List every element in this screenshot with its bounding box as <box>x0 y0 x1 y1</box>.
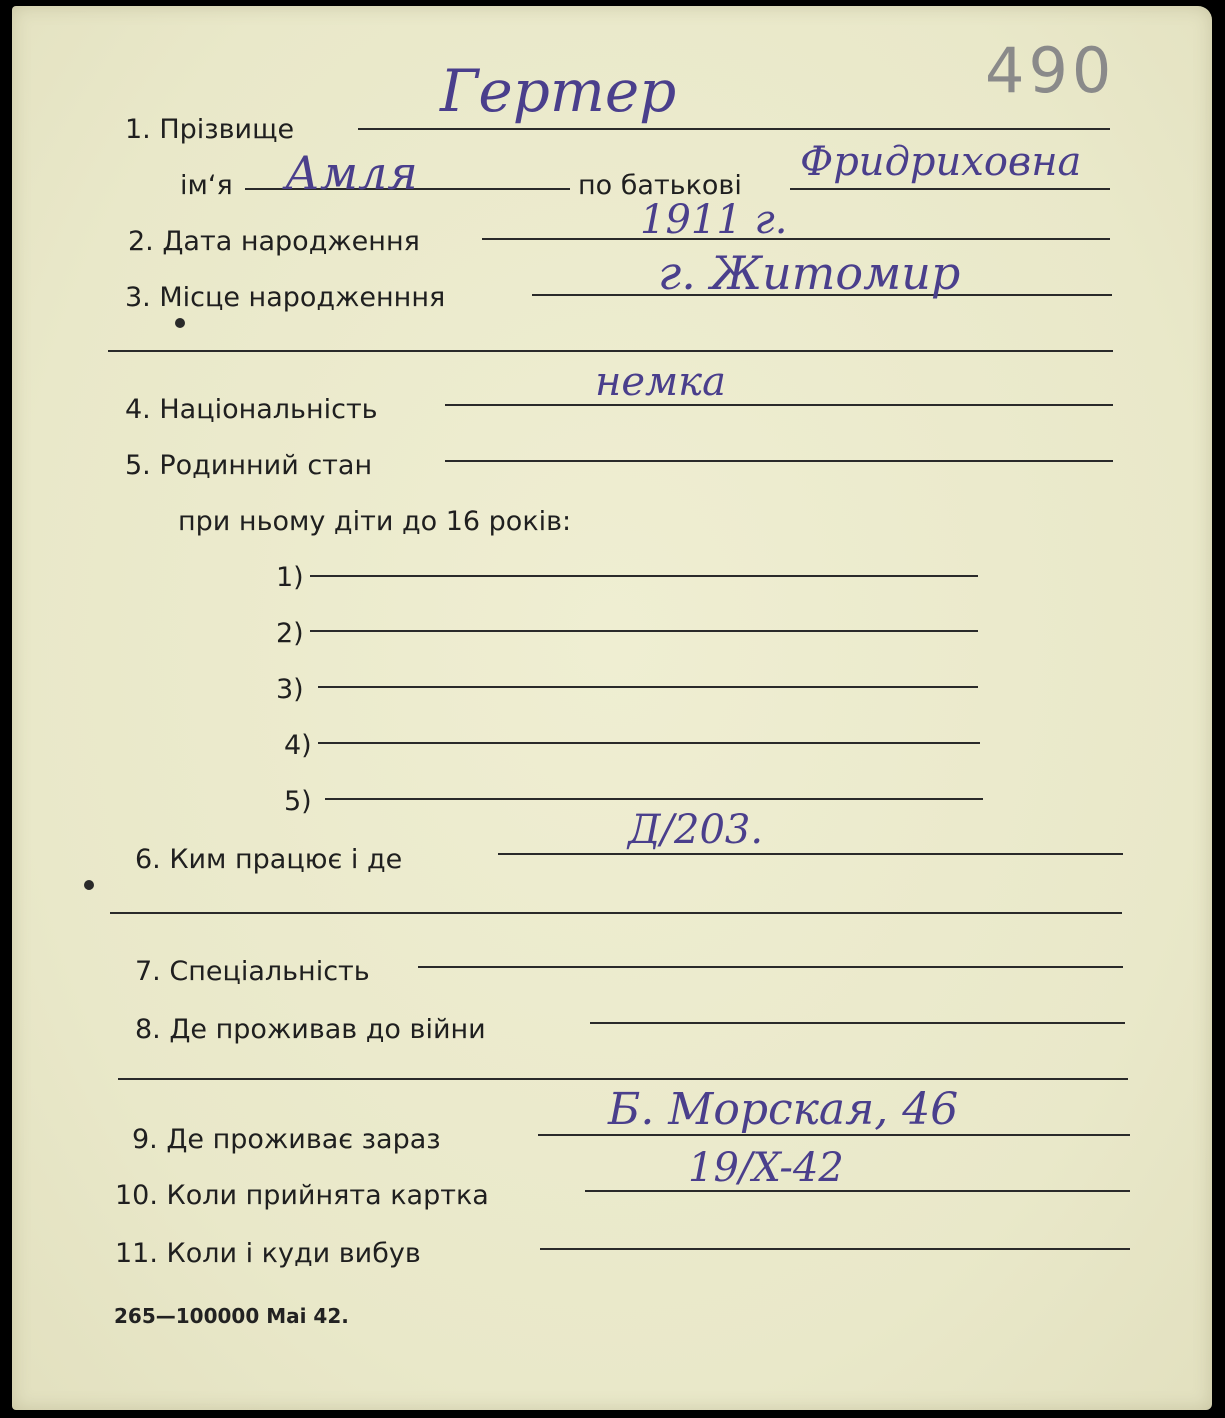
work-line <box>498 853 1123 855</box>
archive-number: 490 <box>985 34 1116 107</box>
child-4-line <box>318 742 980 744</box>
patronymic-value: Фридриховна <box>800 139 1082 185</box>
card-line <box>585 1190 1130 1192</box>
child-2-label: 2) <box>276 618 304 649</box>
surname-value: Гертер <box>440 57 677 125</box>
work-label: 6. Ким працює і де <box>135 844 403 875</box>
work-value: Д/203. <box>628 807 764 853</box>
name-label: ім‘я <box>180 170 233 201</box>
current-value: Б. Морская, 46 <box>608 1084 959 1135</box>
punch-hole <box>84 880 94 890</box>
nationality-label: 4. Національність <box>125 394 378 425</box>
birth-date-value: 1911 г. <box>640 197 788 243</box>
birth-place-value: г. Житомир <box>658 246 961 300</box>
surname-line <box>358 128 1110 130</box>
left-label: 11. Коли і куди вибув <box>115 1238 421 1269</box>
birth-date-line <box>482 238 1110 240</box>
prewar-extra-line <box>118 1078 1128 1080</box>
patronymic-label: по батькові <box>578 170 742 201</box>
child-2-line <box>310 630 978 632</box>
child-3-label: 3) <box>276 674 304 705</box>
left-line <box>540 1248 1130 1250</box>
nationality-value: немка <box>595 359 726 405</box>
specialty-line <box>418 966 1123 968</box>
surname-label: 1. Прізвище <box>125 114 295 145</box>
marital-label: 5. Родинний стан <box>125 450 373 481</box>
marital-line <box>445 460 1113 462</box>
birth-place-label: 3. Місце народженння <box>125 282 446 313</box>
prewar-line <box>590 1022 1125 1024</box>
child-5-label: 5) <box>284 786 312 817</box>
children-label: при ньому діти до 16 років: <box>178 506 572 537</box>
current-label: 9. Де проживає зараз <box>132 1124 441 1155</box>
patronymic-line <box>790 188 1110 190</box>
card-label: 10. Коли прийнята картка <box>115 1180 489 1211</box>
work-extra-line <box>110 912 1122 914</box>
footer-print-code: 265—100000 Mai 42. <box>114 1304 349 1328</box>
child-1-line <box>310 575 978 577</box>
birth-date-label: 2. Дата народження <box>128 226 420 257</box>
specialty-label: 7. Спеціальність <box>135 956 370 987</box>
child-4-label: 4) <box>284 730 312 761</box>
child-5-line <box>325 798 983 800</box>
child-3-line <box>318 686 978 688</box>
nationality-line <box>445 404 1113 406</box>
birth-place-extra-line <box>108 350 1113 352</box>
prewar-label: 8. Де проживав до війни <box>135 1014 486 1045</box>
card-value: 19/X-42 <box>688 1145 844 1191</box>
child-1-label: 1) <box>276 562 304 593</box>
name-value: Амля <box>285 146 418 200</box>
punch-hole <box>175 318 185 328</box>
